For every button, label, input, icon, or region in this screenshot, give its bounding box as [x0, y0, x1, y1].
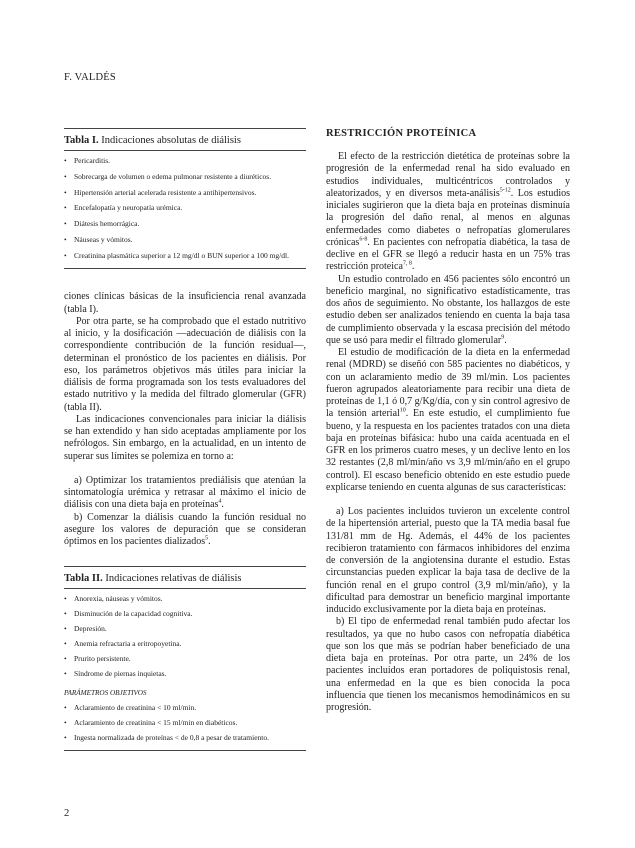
list-item: • Encefalopatía y neuropatía urémica.: [64, 203, 306, 213]
list-item: • Pericarditis.: [64, 156, 306, 166]
list-item: • Depresión.: [64, 624, 306, 634]
list-item: • Anorexia, náuseas y vómitos.: [64, 594, 306, 604]
table-2: [64, 566, 306, 751]
left-body-text: [64, 291, 306, 548]
table-2-title: [64, 573, 306, 589]
paragraph: a) Los pacientes incluidos tuvieron un excelente control de la hipertensión arterial, puesto que la TA media basal fue 131/81 mm de Hg. Además, el 44% de los pacientes recibieron tratamiento con fármacos inhibidores del enzima de conversión de la angiotensina durante el estudio. Estas circunstancias pueden explicar la baja tasa de declive de la función renal en el grupo control (3,9 ml/min/año), y la dificultad para demostrar un beneficio marginal importante inducido exclusivamente por la dieta baja en proteínas.: [326, 506, 570, 615]
running-head: F. VALDÉS: [64, 72, 116, 83]
paragraph: b) El tipo de enfermedad renal también pudo afectar los resultados, ya que no hubo casos con nefropatía diabética que son los que más se podrían haber beneficiado de una dieta baja en proteínas. Por otra parte, un 24% de los pacientes incluidos eran portadores de poliquistosis renal, una enfermedad en la que es bien conocida la poca influencia que tienen los mecanismos hemodinámicos en su progresión.: [326, 616, 570, 713]
list-item: • Hipertensión arterial acelerada resistente a antihipertensivos.: [64, 188, 306, 198]
table-2-label: Tabla II.: [64, 573, 103, 585]
section-heading: RESTRICCIÓN PROTEÍNICA: [326, 128, 477, 139]
list-item: • Aclaramiento de creatinina < 10 ml/min.: [64, 703, 306, 713]
right-column: [326, 128, 570, 714]
table-2-list: [64, 594, 306, 679]
table-1: [64, 128, 306, 269]
list-item: • Aclaramiento de creatinina < 15 ml/min en diabéticos.: [64, 718, 306, 728]
paragraph: a) Optimizar los tratamientos prediálisis que atenúan la sintomatología urémica y retrasar al máximo el inicio de diálisis con una dieta baja en proteínas$^4$.: [64, 474, 306, 511]
list-item: • Ingesta normalizada de proteínas < de 0,8 a pesar de tratamiento.: [64, 733, 306, 743]
list-item: • Prurito persistente.: [64, 654, 306, 664]
paragraph: Las indicaciones convencionales para iniciar la diálisis se han extendido y han sido aceptadas ampliamente por los nefrólogos. Sin embargo, en la actualidad, en un intento de superar sus límites se polemiza en torno a:: [64, 413, 306, 462]
table-2-subheading: PARÁMETROS OBJETIVOS: [64, 688, 147, 697]
list-item: • Síndrome de piernas inquietas.: [64, 669, 306, 679]
list-item: • Creatinina plasmática superior a 12 mg/dl o BUN superior a 100 mg/dl.: [64, 251, 306, 261]
list-item: • Diátesis hemorrágica.: [64, 219, 306, 229]
left-column: [64, 128, 306, 751]
right-body-text: [326, 151, 570, 714]
page-number: 2: [64, 808, 70, 819]
table-2-caption: Indicaciones relativas de diálisis: [105, 573, 242, 585]
paragraph: Por otra parte, se ha comprobado que el estado nutritivo al inicio, y la dosificación —adecuación de diálisis con la correspondiente contribución de la función residual—, determinan el pronóstico de los pacientes en diálisis. Por eso, los parámetros objetivos más útiles para iniciar la diálisis de forma programada son los tests evaluadores del estado nutritivo y la medida del filtrado glomerular (GFR) (tabla II).: [64, 315, 306, 413]
paragraph: El estudio de modificación de la dieta en la enfermedad renal (MDRD) se diseñó con 585 pacientes no diabéticos, y con un aclaramiento medio de 39 ml/min. Los pacientes fueron agrupados aleatoriamente para recibir una dieta de proteínas de 1,1 ó 0,7 g/Kg/día, con y sin control agresivo de la tensión arterial$^{10}$. En este estudio, el cumplimiento fue bueno, y la respuesta en los pacientes tratados con una dieta baja en proteínas bifásica: hubo una caída acentuada en el GFR en los primeros cuatro meses, y un declive lento en los 32 restantes (2,8 ml/min/año vs 3,9 ml/min/año en el grupo control). El escaso beneficio obtenido en este estudio puede explicarse teniendo en cuenta algunas de sus características:: [326, 347, 570, 493]
paragraph: Un estudio controlado en 456 pacientes sólo encontró un beneficio marginal, no significativo estadísticamente, tras dos años de seguimiento. No obstante, los hallazgos de este estudio deben ser analizados teniendo en cuenta la baja tasa de cumplimiento observada y la escasa precisión del método que se usó para medir el filtrado glomerular$^9$.: [326, 273, 570, 346]
table-1-title: [64, 135, 306, 151]
paragraph: ciones clínicas básicas de la insuficiencia renal avanzada (tabla I).: [64, 291, 306, 315]
table-2-params: [64, 703, 306, 743]
paragraph: b) Comenzar la diálisis cuando la función residual no asegure los valores de depuración que se consideran óptimos en los pacientes dializados$^5$.: [64, 511, 306, 548]
list-item: • Anemia refractaria a eritropoyetina.: [64, 639, 306, 649]
list-item: • Náuseas y vómitos.: [64, 235, 306, 245]
table-1-label: Tabla I.: [64, 135, 99, 146]
list-item: • Disminución de la capacidad cognitiva.: [64, 609, 306, 619]
paragraph: El efecto de la restricción dietética de proteínas sobre la progresión de la enfermedad renal ha sido evaluado en estudios individuales, multicéntricos controlados y aleatorizados, y en diversos meta-análisis$^{5-12}$. Los estudios iniciales sugirieron que la dieta baja en proteínas disminuía la progresión del daño renal, al menos en algunas enfermedades como diabetes o nefropatías glomerulares crónicas$^{6-8}$. En pacientes con nefropatía diabética, la tasa de declive en el GFR se llegó a reducir hasta en un 75% tras restricción proteica$^{7, 8}$.: [326, 151, 571, 273]
table-1-list: [64, 156, 306, 260]
table-1-caption: Indicaciones absolutas de diálisis: [101, 135, 241, 146]
list-item: • Sobrecarga de volumen o edema pulmonar resistente a diuréticos.: [64, 172, 306, 182]
